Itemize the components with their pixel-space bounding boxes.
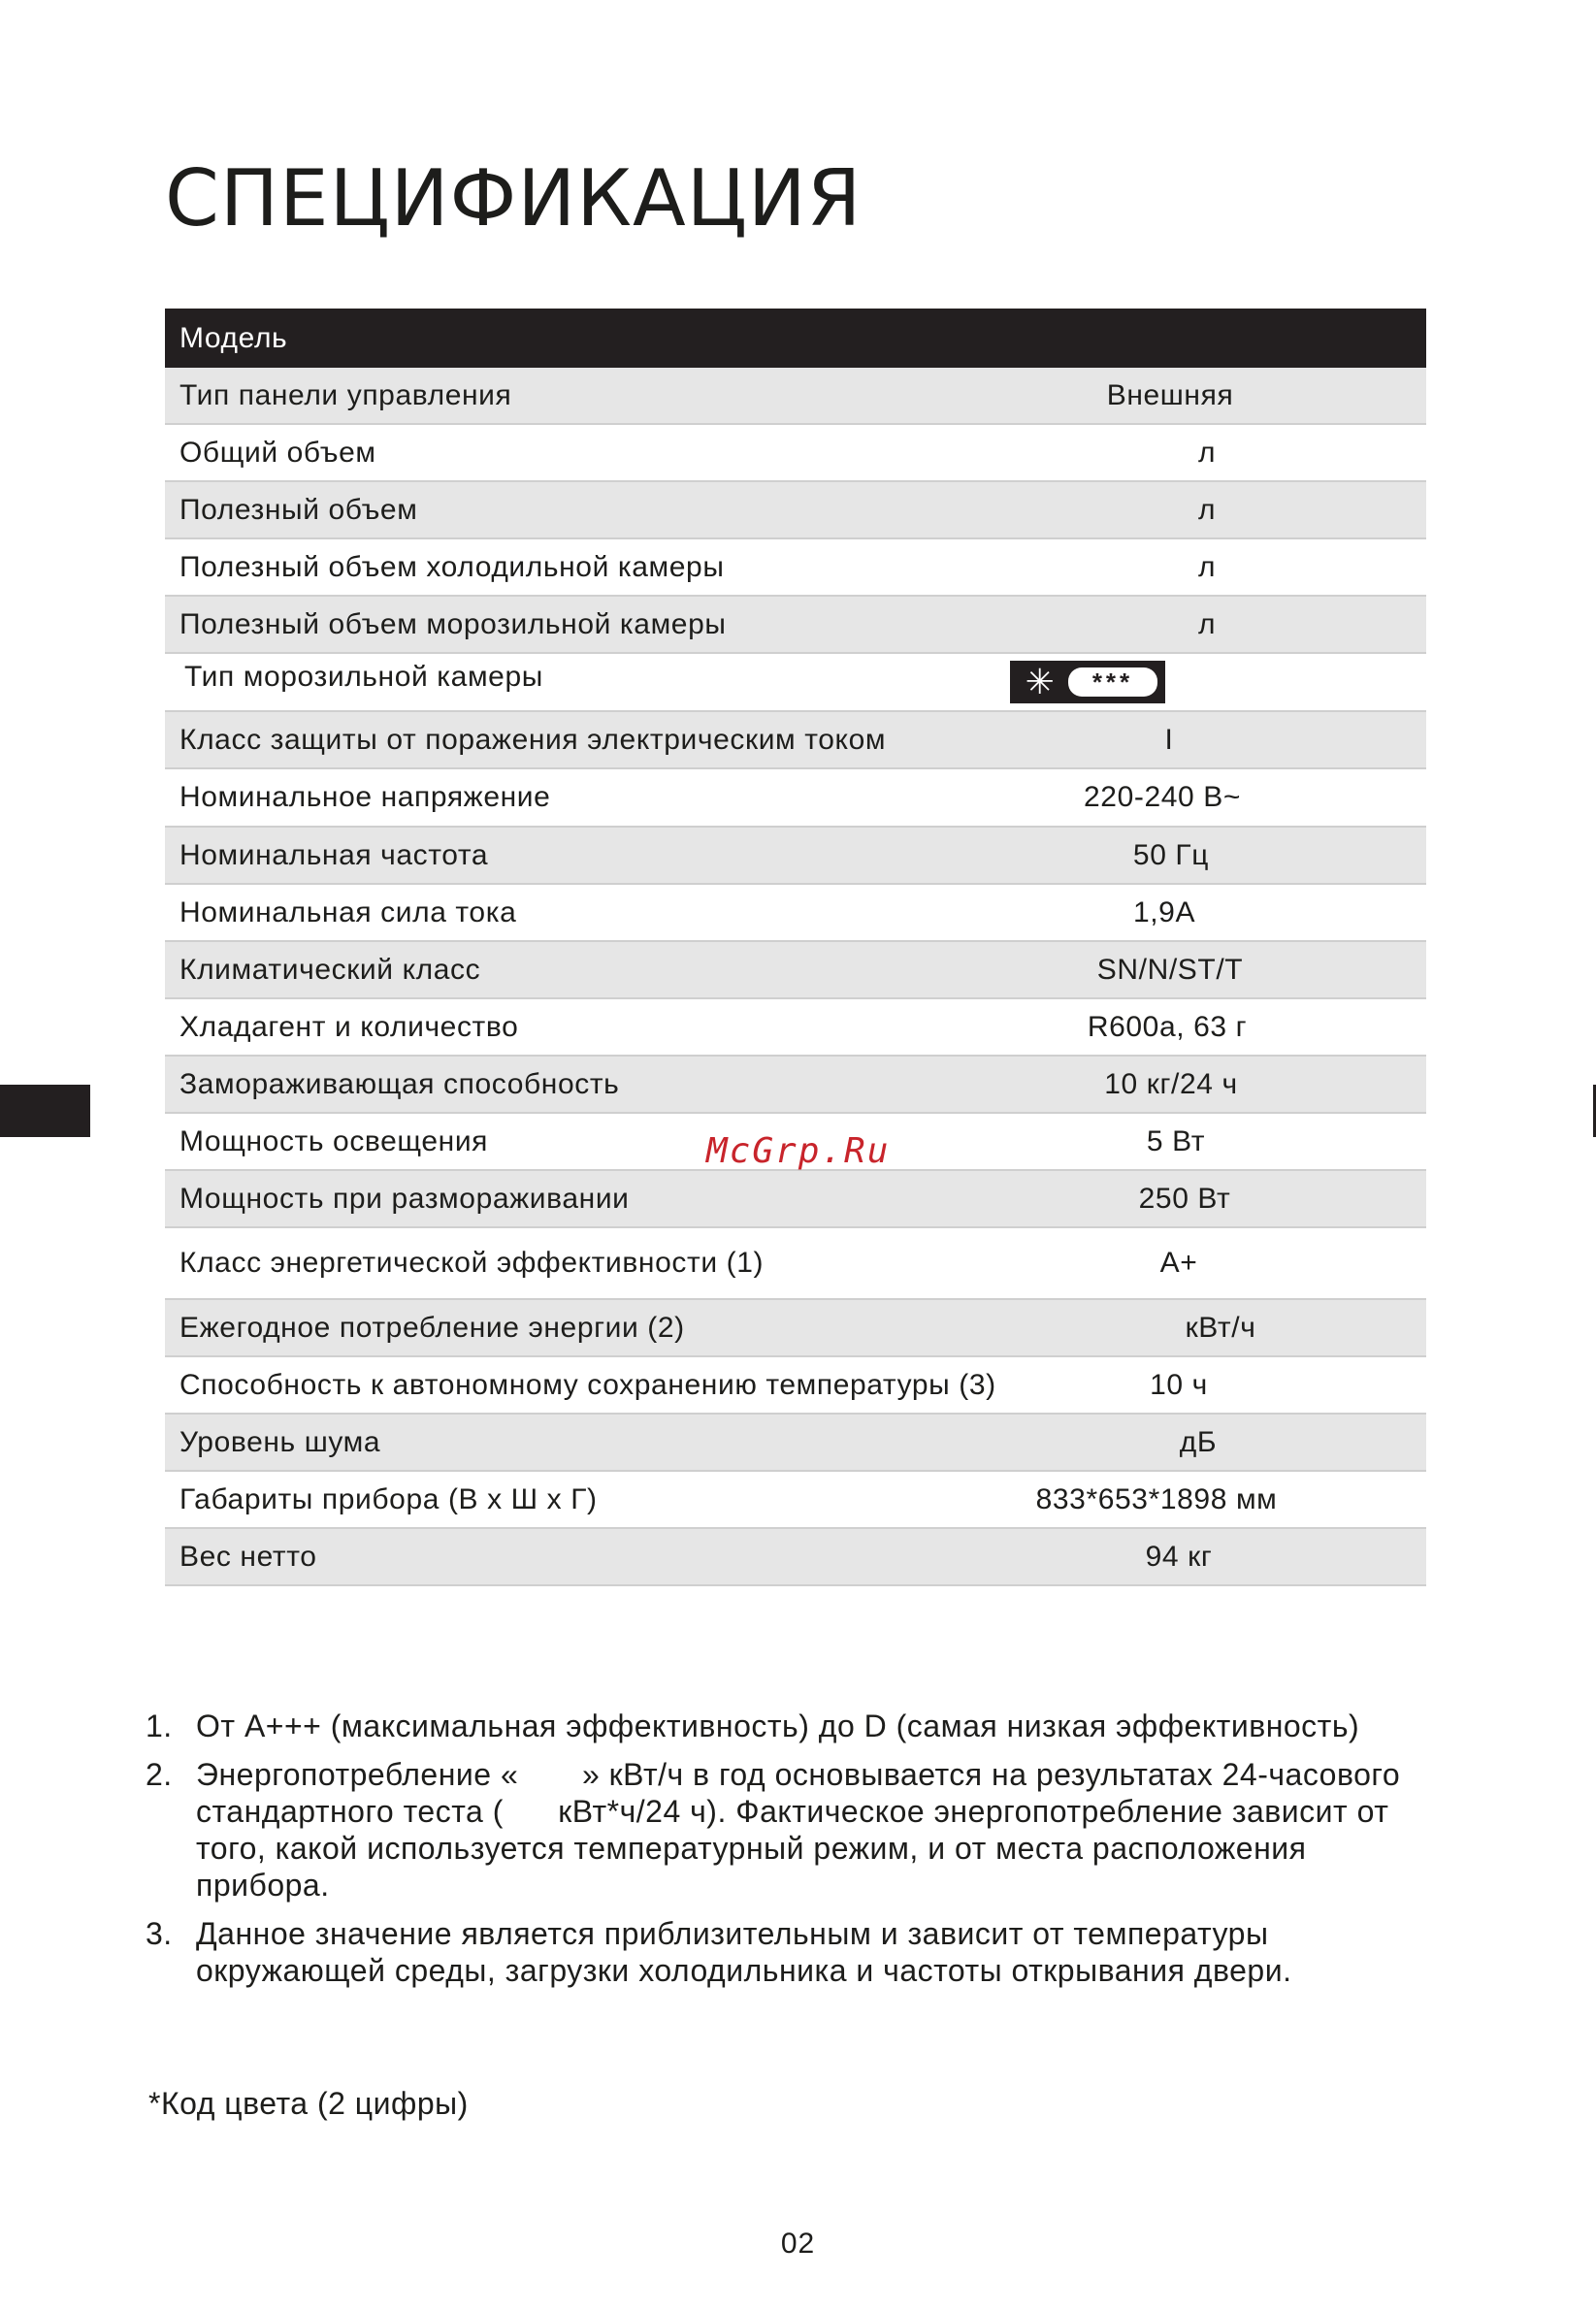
color-code-note: *Код цвета (2 цифры) — [148, 2086, 469, 2121]
spec-name: Ежегодное потребление энергии (2) — [179, 1311, 685, 1344]
spec-name: Климатический класс — [179, 953, 481, 986]
spec-value: 10 ч — [1150, 1368, 1208, 1401]
spec-value: I — [1164, 723, 1174, 756]
spec-value: 10 кг/24 ч — [1104, 1067, 1238, 1100]
freezer-star-rating-icon — [1010, 661, 1165, 703]
spec-value: л — [1197, 607, 1217, 640]
star-rating: *** — [1068, 667, 1157, 697]
spec-name: Общий объем — [179, 436, 376, 469]
table-row — [165, 1415, 1426, 1472]
table-row — [165, 1529, 1426, 1586]
table-row — [165, 597, 1426, 654]
spec-name: Класс защиты от поражения электрическим током — [179, 723, 887, 756]
table-row — [165, 999, 1426, 1057]
spec-name: Полезный объем — [179, 493, 418, 526]
table-row — [165, 942, 1426, 999]
footnote-item — [146, 1756, 1426, 1904]
footnote-number: 2. — [146, 1757, 173, 1792]
footnote-item — [146, 1915, 1426, 1989]
table-row — [165, 425, 1426, 482]
table-row — [165, 1228, 1426, 1300]
table-row — [165, 1171, 1426, 1228]
spec-name: Мощность при размораживании — [179, 1182, 630, 1215]
footnote-number: 1. — [146, 1709, 173, 1743]
spec-name: Класс энергетической эффективности (1) — [179, 1247, 765, 1279]
spec-name: Номинальное напряжение — [179, 781, 551, 813]
page-number: 02 — [780, 2228, 816, 2260]
table-header-row — [165, 309, 1426, 368]
table-row — [165, 368, 1426, 425]
spec-value: 250 Вт — [1138, 1182, 1231, 1215]
spec-name: Габариты прибора (В х Ш х Г) — [179, 1482, 598, 1515]
side-tab-marker — [0, 1085, 90, 1137]
spec-value: 5 Вт — [1146, 1124, 1206, 1157]
watermark: McGrp.Ru — [706, 1131, 891, 1171]
spec-name: Замораживающая способность — [179, 1067, 620, 1100]
footnote-number: 3. — [146, 1916, 173, 1951]
spec-name: Полезный объем холодильной камеры — [179, 550, 725, 583]
table-row — [165, 828, 1426, 885]
spec-name: Номинальная сила тока — [179, 895, 517, 928]
table-row — [165, 769, 1426, 828]
spec-value: SN/N/ST/T — [1096, 953, 1244, 986]
spec-name: Тип морозильной камеры — [184, 661, 543, 694]
spec-value: 94 кг — [1145, 1540, 1213, 1573]
spec-value: дБ — [1179, 1425, 1218, 1458]
spec-value: A+ — [1159, 1247, 1198, 1279]
spec-name: Тип панели управления — [179, 378, 512, 411]
table-row — [165, 654, 1426, 712]
spec-table — [165, 309, 1426, 1586]
snowflake-icon: ✳ — [1025, 662, 1056, 701]
spec-value: 1,9A — [1132, 895, 1196, 928]
table-row — [165, 885, 1426, 942]
table-row — [165, 712, 1426, 769]
footnotes — [146, 1708, 1426, 2001]
table-row — [165, 1472, 1426, 1529]
table-row — [165, 482, 1426, 539]
spec-value: л — [1197, 436, 1217, 469]
table-row — [165, 539, 1426, 597]
table-row — [165, 1300, 1426, 1357]
spec-value: л — [1197, 493, 1217, 526]
page-title: СПЕЦИФИКАЦИЯ — [165, 153, 863, 244]
footnote-text: Данное значение является приблизительным и зависит от температуры окружающей среды, загрузки холодильника и частоты открывания двери. — [196, 1916, 1292, 1988]
footnote-item — [146, 1708, 1426, 1744]
table-row — [165, 1357, 1426, 1415]
spec-value: Внешняя — [1106, 378, 1234, 411]
spec-value: л — [1197, 550, 1217, 583]
spec-value: R600a, 63 г — [1087, 1010, 1248, 1043]
spec-value: 833*653*1898 мм — [1035, 1482, 1278, 1515]
table-row — [165, 1057, 1426, 1114]
spec-name: Вес нетто — [179, 1540, 317, 1573]
table-header-label: Модель — [179, 321, 288, 354]
spec-name: Мощность освещения — [179, 1124, 489, 1157]
footnote-text: От A+++ (максимальная эффективность) до D (самая низкая эффективность) — [196, 1709, 1360, 1743]
footnote-text: Энергопотребление « » кВт/ч в год основывается на результатах 24-часового стандартного теста ( кВт*ч/24 ч). Фактическое энергопотребление зависит от того, какой используется температурный режим, и от места расположения прибора. — [196, 1757, 1410, 1903]
spec-name: Способность к автономному сохранению температуры (3) — [179, 1368, 996, 1401]
spec-value: 50 Гц — [1132, 838, 1210, 871]
spec-name: Уровень шума — [179, 1425, 381, 1458]
spec-value: кВт/ч — [1185, 1311, 1256, 1344]
spec-name: Полезный объем морозильной камеры — [179, 607, 727, 640]
spec-value: 220-240 В~ — [1084, 781, 1241, 813]
spec-name: Хладагент и количество — [179, 1010, 519, 1043]
spec-name: Номинальная частота — [179, 838, 489, 871]
